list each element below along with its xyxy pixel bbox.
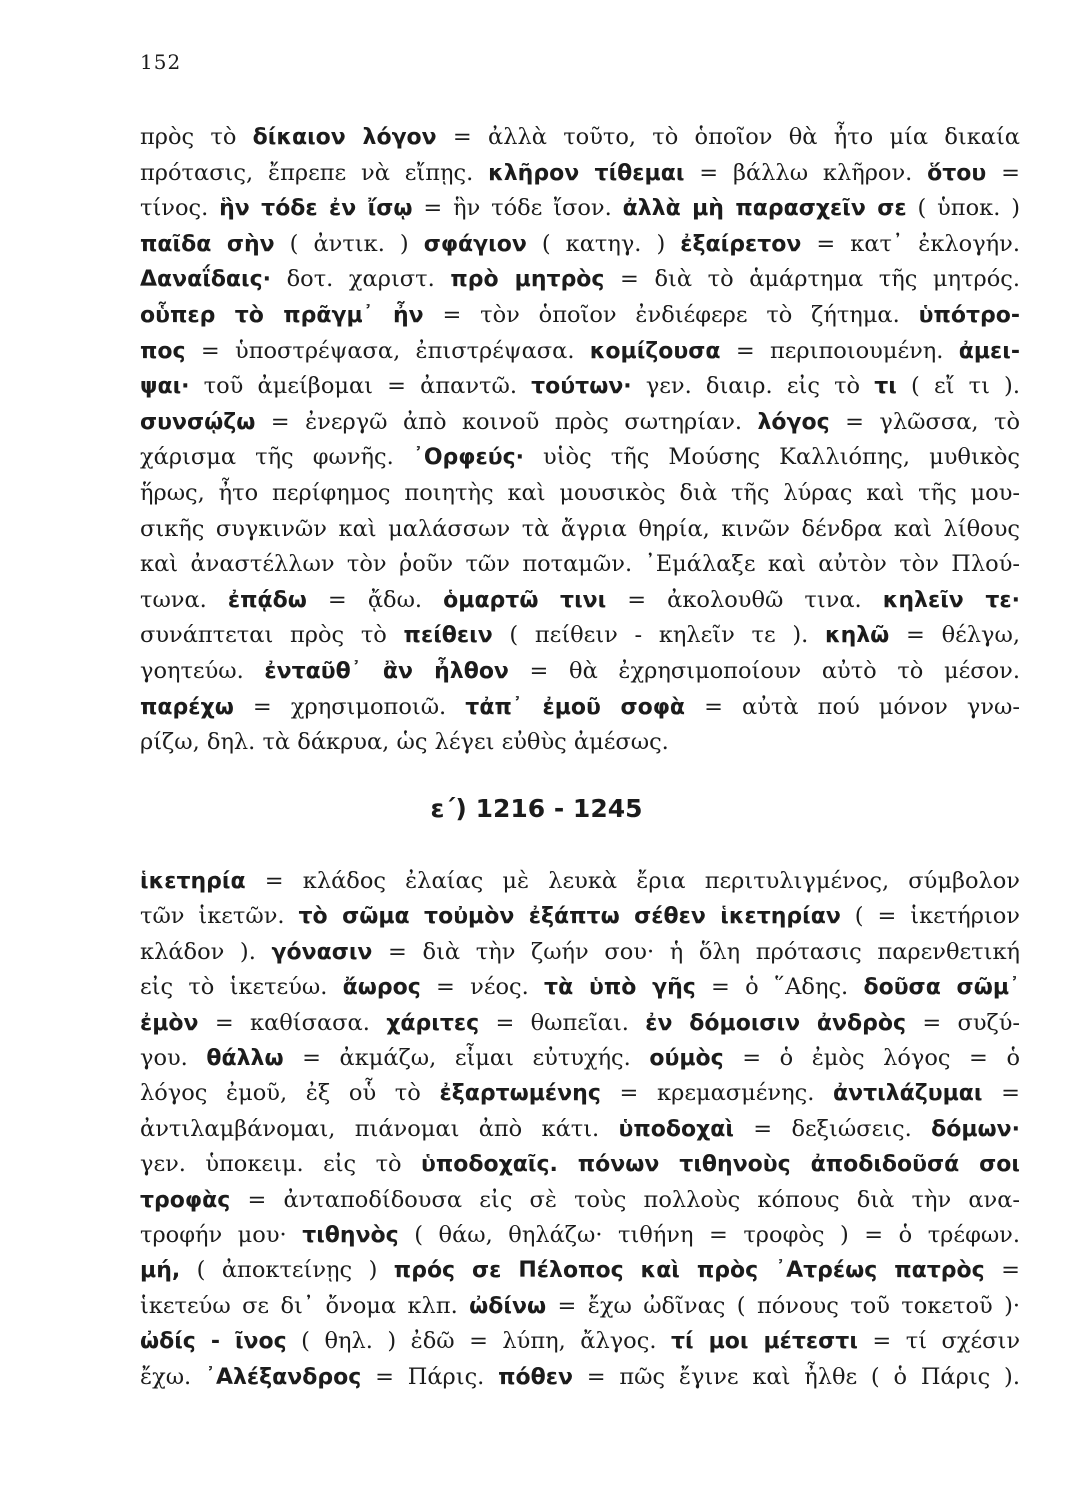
lemma-term: ψαι· [140,374,190,400]
text-line [140,656,1020,687]
lemma-term: ὁμαρτῶ τινι [443,587,607,613]
lemma-term: δοῦσα σῶμ᾽ [863,975,1021,1001]
lemma-term: ἀντιλάζυμαι [833,1081,983,1107]
gloss-text: = [986,159,1020,186]
page-number: 152 [140,50,182,74]
gloss-text: ἱκετεύω σε δι᾽ ὄνομα κλπ. [140,1292,470,1319]
text-line [140,1114,1020,1145]
gloss-text: πρότασις, ἔπρεπε νὰ εἴπῃς. [140,159,489,186]
gloss-text: πρὸς τὸ [140,124,253,150]
lemma-term: ούμὸς [649,1046,724,1071]
gloss-text: σικῆς συγκινῶν καὶ μαλάσσων τὰ ἄγρια θηρία, κινῶν δένδρα καὶ λίθους [140,515,1020,542]
gloss-text: συνάπτεται πρὸς τὸ [140,622,404,649]
lemma-term: ἐξαρτωμένης [439,1081,601,1107]
gloss-text: = χρησιμοποιῶ. [233,693,466,720]
lemma-term: οὗπερ τὸ πρᾶγμ᾽ ἦν [140,303,424,328]
text-line [140,1220,1020,1251]
text-line [140,478,1020,508]
text-line [140,193,1020,224]
gloss-text: εἰς τὸ ἱκετεύω. [140,974,343,1001]
lemma-term: ἐμὸν [140,1010,199,1036]
lemma-term: πείθειν [403,623,493,649]
gloss-text: = καθίσασα. [198,1009,387,1036]
lemma-term: τι [874,374,897,400]
lemma-term: πόθεν [498,1364,573,1390]
text-line [140,727,1020,757]
text-line [140,264,1020,295]
gloss-text: = πῶς ἔγινε καὶ ἦλθε ( ὁ Πάρις ). [572,1363,1020,1390]
lemma-term: ἐξαίρετον [680,231,802,257]
gloss-text: = κλάδος ἐλαίας μὲ λευκὰ ἔρια περιτυλιγμένος, σύμβολον [245,868,1020,894]
gloss-text: = βάλλω κλῆρον. [684,159,928,186]
lemma-term: ἐπᾴδω [227,587,307,613]
lemma-term: μή, [140,1258,181,1284]
text-line [140,585,1020,616]
lemma-term: ἐν δόμοισιν ἀνδρὸς [645,1010,907,1036]
gloss-text: τοῦ ἀμείβομαι = ἀπαντῶ. [189,373,532,400]
text-line [140,972,1020,1003]
lemma-term: τούτων· [531,374,632,400]
gloss-text: λόγος ἐμοῦ, ἐξ οὗ τὸ [140,1080,440,1107]
text-line [140,158,1020,189]
gloss-text: = ἔχω ὠδῖνας ( πόνους τοῦ τοκετοῦ )· [546,1292,1020,1319]
lemma-term: ὑποδοχαῖς. πόνων τιθηνοὺς ἀποδιδοῦσά σοι [420,1152,1020,1178]
gloss-text: γεν. διαιρ. εἰς τὸ [631,373,875,400]
gloss-text: ρίζω, δηλ. τὰ δάκρυα, ὡς λέγει εὐθὺς ἀμέσως. [140,729,669,756]
gloss-text: = αὐτὰ πού μόνον γνω- [685,693,1020,720]
lemma-term: κλῆρον τίθεμαι [488,160,685,186]
gloss-text: = συζύ- [906,1009,1020,1036]
gloss-text: = ᾄδω. [306,586,444,613]
text-line [140,549,1020,579]
gloss-text: ( ἀποκτείνῃς ) [180,1257,394,1284]
gloss-text: ( θάω, θηλάζω· τιθήνη = τροφὸς ) = ὁ τρέφων. [398,1222,1020,1248]
gloss-text: χάρισμα τῆς φωνῆς. [140,444,413,471]
gloss-text: = τί σχέσιν [857,1328,1021,1355]
gloss-text: = Πάρις. [361,1363,499,1390]
lemma-term: ὑπότρο- [918,303,1020,328]
text-line [140,1008,1020,1039]
gloss-text: = διὰ τὸ ἁμάρτημα τῆς μητρός. [604,266,1020,293]
gloss-text: = νέος. [420,974,545,1001]
lemma-term: τἀπ᾽ ἐμοῦ σοφὰ [465,694,686,720]
gloss-text: = θέλγω, [889,622,1020,649]
gloss-text: τροφήν μου· [140,1222,303,1248]
text-line [140,620,1020,651]
gloss-text: = ἀκολουθῶ τινα. [606,586,883,613]
lemma-term: κομίζουσα [589,338,721,364]
text-line [140,336,1020,367]
lemma-term: ἄωρος [342,975,421,1001]
lemma-term: χάριτες [386,1010,480,1036]
lemma-term: πος [140,338,186,364]
gloss-text: = θὰ ἐχρησιμοποίουν αὐτὸ τὸ μέσον. [508,658,1020,684]
lemma-term: τί μοι μέτεστι [670,1329,858,1355]
lemma-term: ἀμει- [958,338,1020,364]
gloss-text: γοητεύω. [140,658,265,684]
lemma-term: Δαναΐδαις· [140,267,272,293]
lemma-term: ἱκετηρία [140,869,246,894]
lemma-term: τροφὰς [140,1187,231,1213]
text-line [140,1043,1020,1074]
gloss-text: τῶν ἱκετῶν. [140,903,299,930]
text-line [140,300,1020,331]
lemma-term: θάλλω [206,1046,284,1071]
text-line [140,1291,1020,1322]
gloss-text: = κατ᾽ ἐκλογήν. [801,230,1020,257]
text-line [140,1362,1020,1393]
lemma-term: παῖδα σὴν [140,231,275,257]
gloss-text: = ὁ ῞Αδης. [695,974,864,1001]
gloss-text: ( ἀντικ. ) [274,230,424,257]
gloss-text: τωνα. [140,586,228,613]
text-line [140,371,1020,402]
lemma-term: ἣν τόδε ἐν ἴσῳ [219,196,413,222]
lemma-term: λόγος [757,409,830,435]
lemma-term: ὠδίνω [469,1293,547,1319]
gloss-text: = περιποιουμένη. [720,337,959,364]
gloss-text: = δεξιώσεις. [734,1115,932,1142]
gloss-text: = ὑποστρέψασα, ἐπιστρέψασα. [185,337,590,364]
lemma-term: γόνασιν [271,939,373,965]
gloss-text: ( εἴ τι ). [896,373,1020,400]
gloss-text: καὶ ἀναστέλλων τὸν ῥοῦν τῶν ποταμῶν. ᾿Εμάλαξε καὶ αὐτὸν τὸν Πλού- [140,551,1020,578]
lemma-term: ᾿Ορφεύς· [412,445,524,471]
text-line [140,442,1020,473]
text-line [140,692,1020,723]
lemma-term: δίκαιον λόγον [252,125,437,150]
lemma-term: ἐνταῦθ᾽ ἂν ἦλθον [264,659,509,684]
text-line [140,866,1020,897]
gloss-text: = [982,1080,1021,1107]
text-line [140,1255,1020,1286]
gloss-text: δοτ. χαριστ. [271,266,451,293]
lemma-term: πρὸ μητρὸς [450,267,605,293]
gloss-text: ἥρως, ἦτο περίφημος ποιητὴς καὶ μουσικὸς διὰ τῆς λύρας καὶ τῆς μου- [140,480,1020,506]
gloss-text: = ἀκμάζω, εἶμαι εὐτυχής. [283,1045,650,1071]
gloss-text: = [984,1257,1020,1284]
gloss-text: υἱὸς τῆς Μούσης Καλλιόπης, μυθικὸς [523,444,1020,471]
lemma-term: κηλεῖν τε· [882,587,1020,613]
gloss-text: = γλῶσσα, τὸ [829,408,1020,435]
gloss-text: κλάδον ). [140,938,272,965]
gloss-text: = ἀλλὰ τοῦτο, τὸ ὁποῖον θὰ ἦτο μία δικαία [436,124,1020,150]
text-line [140,407,1020,438]
text-line [140,1185,1020,1216]
gloss-text: τίνος. [140,195,220,222]
lemma-term: τὸ σῶμα τοὐμὸν ἐξάπτω σέθεν ἱκετηρίαν [298,904,841,930]
lemma-term: ᾿Αλέξανδρος [204,1364,362,1390]
section-heading: ε΄) 1216 - 1245 [430,794,643,823]
gloss-text: = ὁ ἐμὸς λόγος = ὁ [723,1045,1020,1071]
lemma-term: ὠδίς - ῖνος [140,1329,287,1355]
text-line [140,1149,1020,1180]
lemma-term: πρός σε Πέλοπος καὶ πρὸς ᾿Ατρέως πατρὸς [393,1258,985,1284]
lemma-term: ἀλλὰ μὴ παρασχεῖν σε [622,196,907,222]
gloss-text: = ἀνταποδίδουσα εἰς σὲ τοὺς πολλοὺς κόπους διὰ τὴν ανα- [230,1186,1020,1213]
text-line [140,514,1020,544]
gloss-text: ἔχω. [140,1363,205,1390]
lemma-term: δόμων· [931,1116,1020,1142]
gloss-text: γου. [140,1045,207,1071]
lemma-term: κηλῶ [824,623,890,649]
text-line [140,1326,1020,1357]
gloss-text: ( = ἱκετήριον [840,903,1020,930]
gloss-text: = θωπεῖαι. [479,1009,646,1036]
lemma-term: συνσῴζω [140,409,256,435]
gloss-text: = κρεμασμένης. [600,1080,834,1107]
gloss-text: γεν. ὑποκειμ. εἰς τὸ [140,1151,421,1178]
gloss-text: ( πείθειν - κηλεῖν τε ). [492,622,825,649]
lemma-term: παρέχω [140,694,234,720]
text-line [140,1078,1020,1109]
text-line [140,901,1020,932]
text-line [140,229,1020,260]
lemma-term: ὅτου [927,160,987,186]
lemma-term: ὑποδοχαὶ [618,1116,734,1142]
lemma-term: τιθηνὸς [302,1223,399,1248]
gloss-text: = τὸν ὁποῖον ἐνδιέφερε τὸ ζήτημα. [423,302,919,328]
gloss-text: ( θηλ. ) ἐδῶ = λύπη, ἄλγος. [286,1328,671,1355]
gloss-text: ( κατηγ. ) [526,230,681,257]
lemma-term: τὰ ὑπὸ γῆς [544,975,696,1001]
text-line [140,937,1020,968]
gloss-text: ( ὑποκ. ) [906,195,1020,222]
gloss-text: = ἐνεργῶ ἀπὸ κοινοῦ πρὸς σωτηρίαν. [255,408,758,435]
gloss-text: = διὰ τὴν ζωήν σου· ἡ ὅλη πρότασις παρενθετική [372,938,1020,965]
text-line [140,122,1020,153]
lemma-term: σφάγιον [423,231,527,257]
gloss-text: ἀντιλαμβάνομαι, πιάνομαι ἀπὸ κάτι. [140,1115,619,1142]
gloss-text: = ἣν τόδε ἴσον. [412,195,623,222]
